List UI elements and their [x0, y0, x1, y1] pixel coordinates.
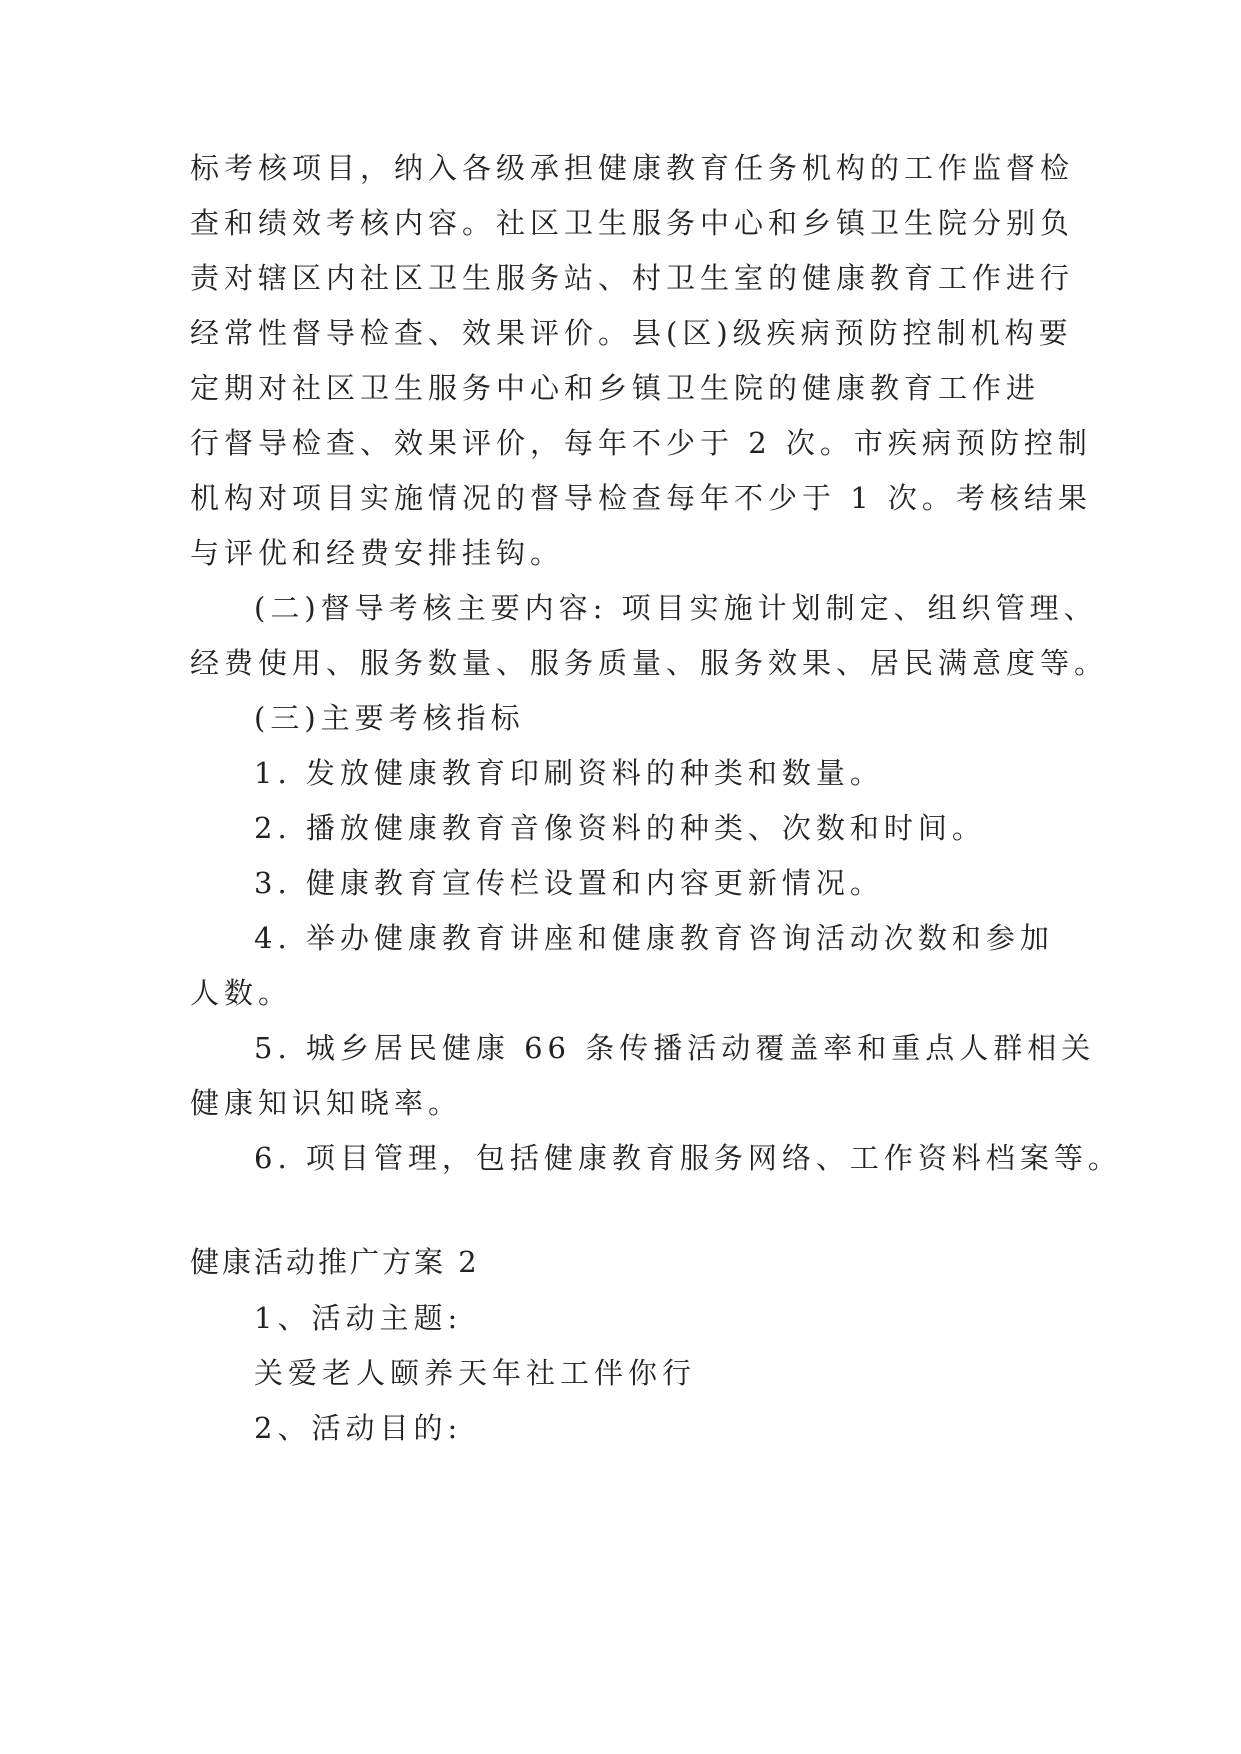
- paragraph-line: 查和绩效考核内容。社区卫生服务中心和乡镇卫生院分别负: [190, 206, 1075, 240]
- paragraph-line: 标考核项目，纳入各级承担健康教育任务机构的工作监督检: [190, 151, 1075, 185]
- list-item: 5. 城乡居民健康 66 条传播活动覆盖率和重点人群相关: [254, 1031, 1096, 1065]
- paragraph-line: 与评优和经费安排挂钩。: [190, 536, 565, 570]
- list-item: 3. 健康教育宣传栏设置和内容更新情况。: [254, 866, 884, 900]
- paragraph-line: 经费使用、服务数量、服务质量、服务效果、居民满意度等。: [190, 646, 1109, 680]
- list-item: 2. 播放健康教育音像资料的种类、次数和时间。: [254, 811, 986, 845]
- paragraph-line: 行督导检查、效果评价，每年不少于 2 次。市疾病预防控制: [190, 426, 1092, 460]
- paragraph-line: 关爱老人颐养天年社工伴你行: [254, 1356, 697, 1390]
- list-item: 6. 项目管理，包括健康教育服务网络、工作资料档案等。: [254, 1141, 1122, 1175]
- paragraph-line: 定期对社区卫生服务中心和乡镇卫生院的健康教育工作进: [190, 371, 1041, 405]
- paragraph-line: (二)督导考核主要内容: 项目实施计划制定、组织管理、: [254, 591, 1098, 625]
- list-item: 1. 发放健康教育印刷资料的种类和数量。: [254, 756, 884, 790]
- paragraph-line: 机构对项目实施情况的督导检查每年不少于 1 次。考核结果: [190, 481, 1092, 515]
- section-heading: 1、活动主题:: [254, 1301, 463, 1335]
- list-item: 4. 举办健康教育讲座和健康教育咨询活动次数和参加: [254, 921, 1054, 955]
- section-heading: 2、活动目的:: [254, 1411, 463, 1445]
- document-title: 健康活动推广方案 2: [190, 1245, 480, 1279]
- list-item-continuation: 人数。: [190, 976, 293, 1010]
- section-heading: (三)主要考核指标: [254, 701, 525, 735]
- paragraph-line: 经常性督导检查、效果评价。县(区)级疾病预防控制机构要: [190, 316, 1073, 350]
- list-item-continuation: 健康知识知晓率。: [190, 1086, 463, 1120]
- paragraph-line: 责对辖区内社区卫生服务站、村卫生室的健康教育工作进行: [190, 261, 1075, 295]
- document-page: [190, 0, 1122, 1754]
